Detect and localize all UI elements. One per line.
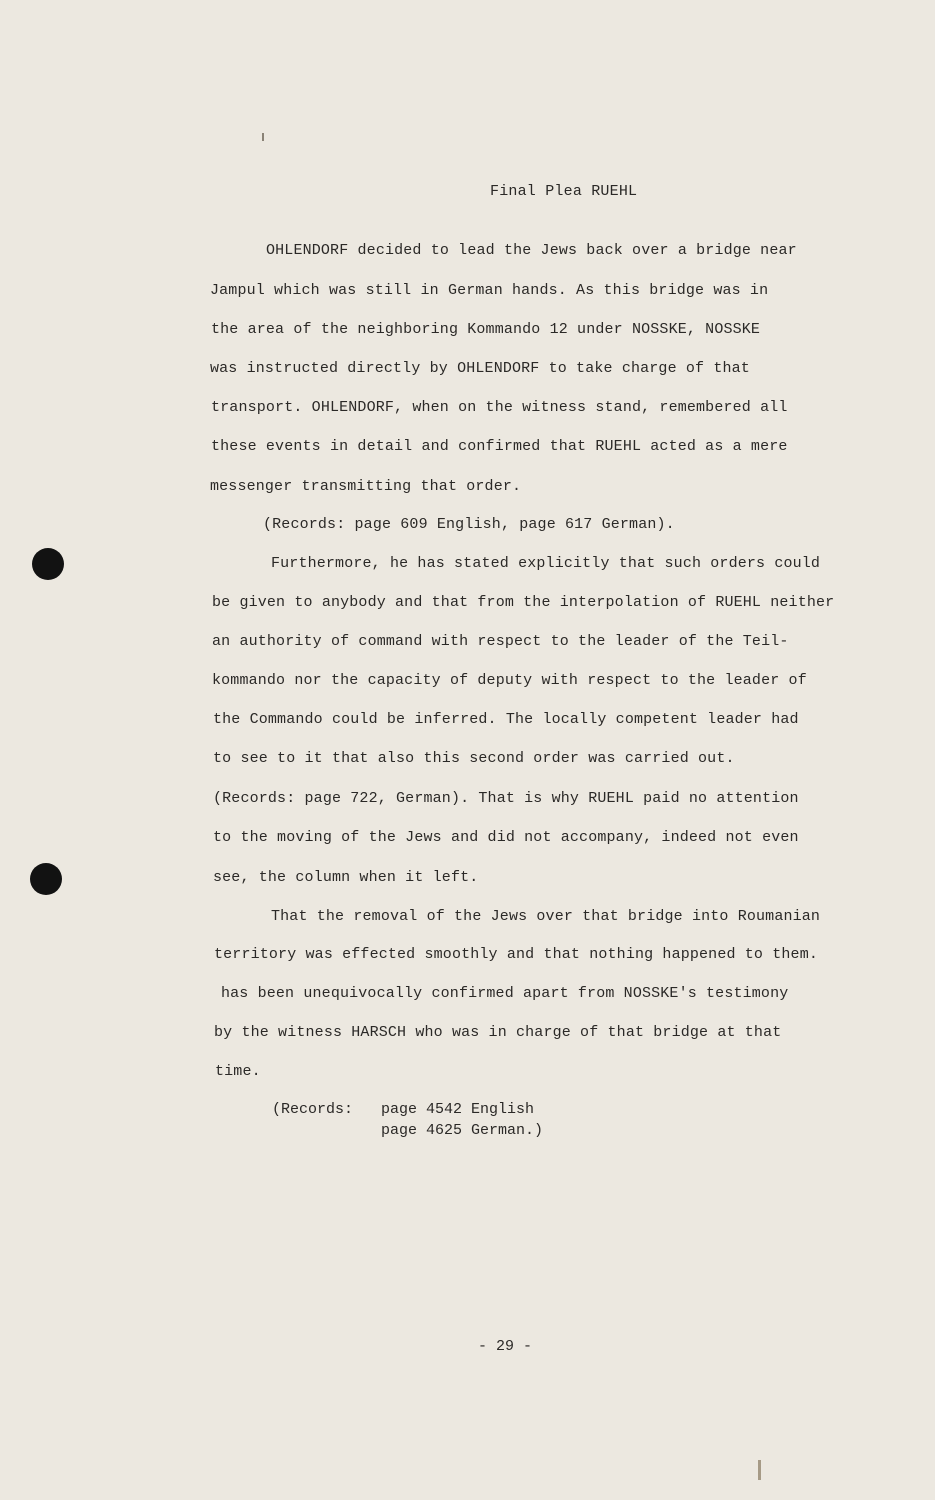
text-line: an authority of command with respect to the leader of the Teil-	[212, 633, 789, 650]
text-line: time.	[215, 1063, 261, 1080]
punch-hole	[30, 863, 62, 895]
text-line: to the moving of the Jews and did not accompany, indeed not even	[213, 829, 799, 846]
page-number: - 29 -	[478, 1338, 533, 1355]
text-line: Furthermore, he has stated explicitly that such orders could	[271, 555, 821, 572]
paper-mark	[758, 1460, 761, 1480]
text-line: was instructed directly by OHLENDORF to take charge of that	[210, 360, 750, 377]
record-reference-line: page 4625 German.)	[381, 1122, 544, 1139]
text-line: has been unequivocally confirmed apart from NOSSKE's testimony	[221, 985, 789, 1002]
text-line: by the witness HARSCH who was in charge of that bridge at that	[214, 1024, 782, 1041]
text-line: territory was effected smoothly and that nothing happened to them.	[214, 946, 818, 963]
text-line: the Commando could be inferred. The locally competent leader had	[213, 711, 799, 728]
document-title: Final Plea RUEHL	[490, 183, 638, 200]
text-line: That the removal of the Jews over that bridge into Roumanian	[271, 908, 821, 925]
text-line: the area of the neighboring Kommando 12 under NOSSKE, NOSSKE	[211, 321, 761, 338]
text-line: to see to it that also this second order was carried out.	[213, 750, 735, 767]
text-line: see, the column when it left.	[213, 869, 479, 886]
record-reference: (Records: page 609 English, page 617 German).	[263, 516, 675, 533]
text-line: Jampul which was still in German hands. As this bridge was in	[210, 282, 769, 299]
text-line: OHLENDORF decided to lead the Jews back over a bridge near	[266, 242, 797, 259]
paper-mark	[262, 133, 264, 141]
record-reference-line: page 4542 English	[381, 1101, 535, 1118]
record-reference-label: (Records:	[272, 1101, 354, 1118]
text-line: kommando nor the capacity of deputy with respect to the leader of	[212, 672, 807, 689]
text-line: (Records: page 722, German). That is why RUEHL paid no attention	[213, 790, 799, 807]
text-line: transport. OHLENDORF, when on the witness stand, remembered all	[211, 399, 788, 416]
punch-hole	[32, 548, 64, 580]
text-line: these events in detail and confirmed that RUEHL acted as a mere	[211, 438, 788, 455]
text-line: be given to anybody and that from the interpolation of RUEHL neither	[212, 594, 835, 611]
text-line: messenger transmitting that order.	[210, 478, 522, 495]
